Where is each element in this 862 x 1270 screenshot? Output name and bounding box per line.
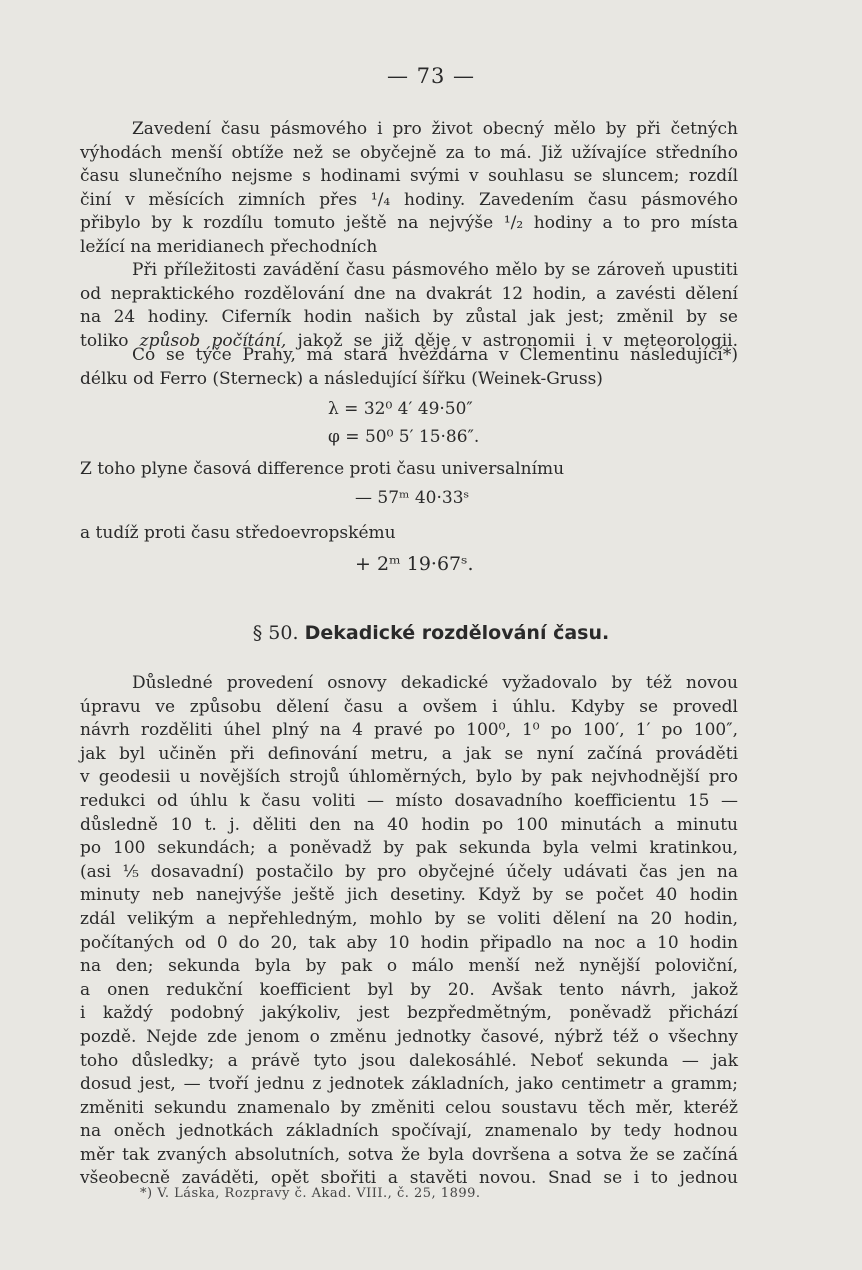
- text-line: na 24 hodiny. Ciferník hodin našich by zůstal jak jest; změnil by se: [80, 307, 738, 328]
- text-line: toho důsledky; a právě tyto jsou dalekosáhlé. Neboť sekunda — jak: [80, 1050, 738, 1071]
- text-fragment: toliko: [80, 330, 140, 351]
- text-line: všeobecně zaváděti, opět sbořiti a stavěti novou. Snad se i to jednou: [80, 1168, 738, 1189]
- formula-lambda: λ = 32⁰ 4′ 49·50″: [328, 399, 473, 419]
- text-line: minuty neb nanejvýše ještě jich desetiny. Když by se počet 40 hodin: [80, 885, 738, 906]
- text-line: Z toho plyne časová difference proti času universalnímu: [80, 459, 565, 479]
- text-line: dosud jest, — tvoří jednu z jednotek základních, jako centimetr a gramm;: [80, 1074, 738, 1095]
- text-line: (asi ⅕ dosavadní) postačilo by pro obyčejné účely udávati čas jen na: [80, 861, 738, 882]
- text-line: zdál velikým a nepřehledným, mohlo by se voliti dělení na 20 hodin,: [80, 908, 738, 929]
- text-line: i každý podobný jakýkoliv, jest bezpředmětným, poněvadž přichází: [80, 1003, 738, 1024]
- paragraph-dekadicke: [80, 672, 738, 1191]
- emphasized-text: způsob počítání,: [139, 330, 287, 351]
- section-title: Dekadické rozdělování času.: [304, 622, 610, 644]
- section-symbol: § 50.: [252, 622, 299, 644]
- text-line: přibylo by k rozdílu tomuto ještě na nejvýše ¹/₂ hodiny a to pro místa: [80, 213, 738, 234]
- text-line: a onen redukční koefficient byl by 20. Avšak tento návrh, jakož: [80, 979, 738, 1000]
- text-line: Při příležitosti zavádění času pásmového mělo by se zároveň upustiti: [132, 260, 738, 280]
- text-line: v geodesii u novějších strojů úhloměrných, bylo by pak nejvhodnější pro: [80, 767, 738, 788]
- text-line: Zavedení času pásmového i pro život obecný mělo by při četných: [132, 119, 738, 139]
- text-line: jak byl učiněn při definování metru, a jak se nyní začíná prováděti: [80, 743, 738, 764]
- paragraph-pasmovy-cas: [80, 118, 738, 260]
- text-line: výhodách menší obtíže než se obyčejně za to má. Již užívajíce středního: [80, 142, 738, 163]
- text-line: ležící na meridianech přechodních: [80, 236, 378, 257]
- text-line: Co se týče Prahy, má stará hvězdárna v Clementinu následující*): [132, 345, 738, 365]
- formula-phi: φ = 50⁰ 5′ 15·86″.: [328, 427, 480, 447]
- text-line: změniti sekundu znamenalo by změniti celou soustavu těch měr, kteréž: [80, 1097, 738, 1118]
- central-line: [80, 522, 738, 546]
- text-line: délku od Ferro (Sterneck) a následující šířku (Weinek-Gruss): [80, 368, 603, 389]
- section-heading: [0, 622, 862, 644]
- text-line: redukci od úhlu k času voliti — místo dosavadního koefficientu 15 —: [80, 790, 738, 811]
- paragraph-24-hodin: [80, 259, 738, 353]
- footnote: *) V. Láska, Rozpravy č. Akad. VIII., č. 25, 1899.: [140, 1186, 481, 1201]
- text-line: na den; sekunda byla by pak o málo menší než nynější poloviční,: [80, 956, 738, 977]
- text-line: činí v měsících zimních přes ¹/₄ hodiny. Zavedením času pásmového: [80, 189, 738, 210]
- text-line: na oněch jednotkách základních spočívají, znamenalo by tedy hodnou: [80, 1121, 738, 1142]
- text-fragment: jakož se již děje v astronomii i v meteorologii.: [286, 330, 738, 351]
- text-line: počítaných od 0 do 20, tak aby 10 hodin připadlo na noc a 10 hodin: [80, 932, 738, 953]
- text-line: pozdě. Nejde zde jenom o změnu jednotky časové, nýbrž též o všechny: [80, 1026, 738, 1047]
- text-line: a tudíž proti času středoevropskému: [80, 523, 396, 543]
- text-line: úpravu ve způsobu dělení času a ovšem i úhlu. Kdyby se provedl: [80, 696, 738, 717]
- difference-line: [80, 458, 738, 482]
- page-number: — 73 —: [386, 64, 476, 88]
- text-line: návrh rozděliti úhel plný na 4 pravé po 100⁰, 1⁰ po 100′, 1′ po 100″,: [80, 720, 738, 741]
- paragraph-praha: [80, 344, 738, 391]
- text-line: Důsledné provedení osnovy dekadické vyžadovalo by též novou: [132, 673, 738, 693]
- text-line: po 100 sekundách; a poněvadž by pak sekunda byla velmi kratinkou,: [80, 838, 738, 859]
- text-line: od nepraktického rozdělování dne na dvakrát 12 hodin, a zavésti dělení: [80, 283, 738, 304]
- text-line: měr tak zvaných absolutních, sotva že byla dovršena a sotva že se začíná: [80, 1144, 738, 1165]
- text-line: času slunečního nejsme s hodinami svými v souhlasu se sluncem; rozdíl: [80, 166, 738, 187]
- text-line: důsledně 10 t. j. děliti den na 40 hodin po 100 minutách a minutu: [80, 814, 738, 835]
- central-value: + 2ᵐ 19·67ˢ.: [355, 553, 474, 575]
- difference-value: — 57ᵐ 40·33ˢ: [355, 488, 470, 508]
